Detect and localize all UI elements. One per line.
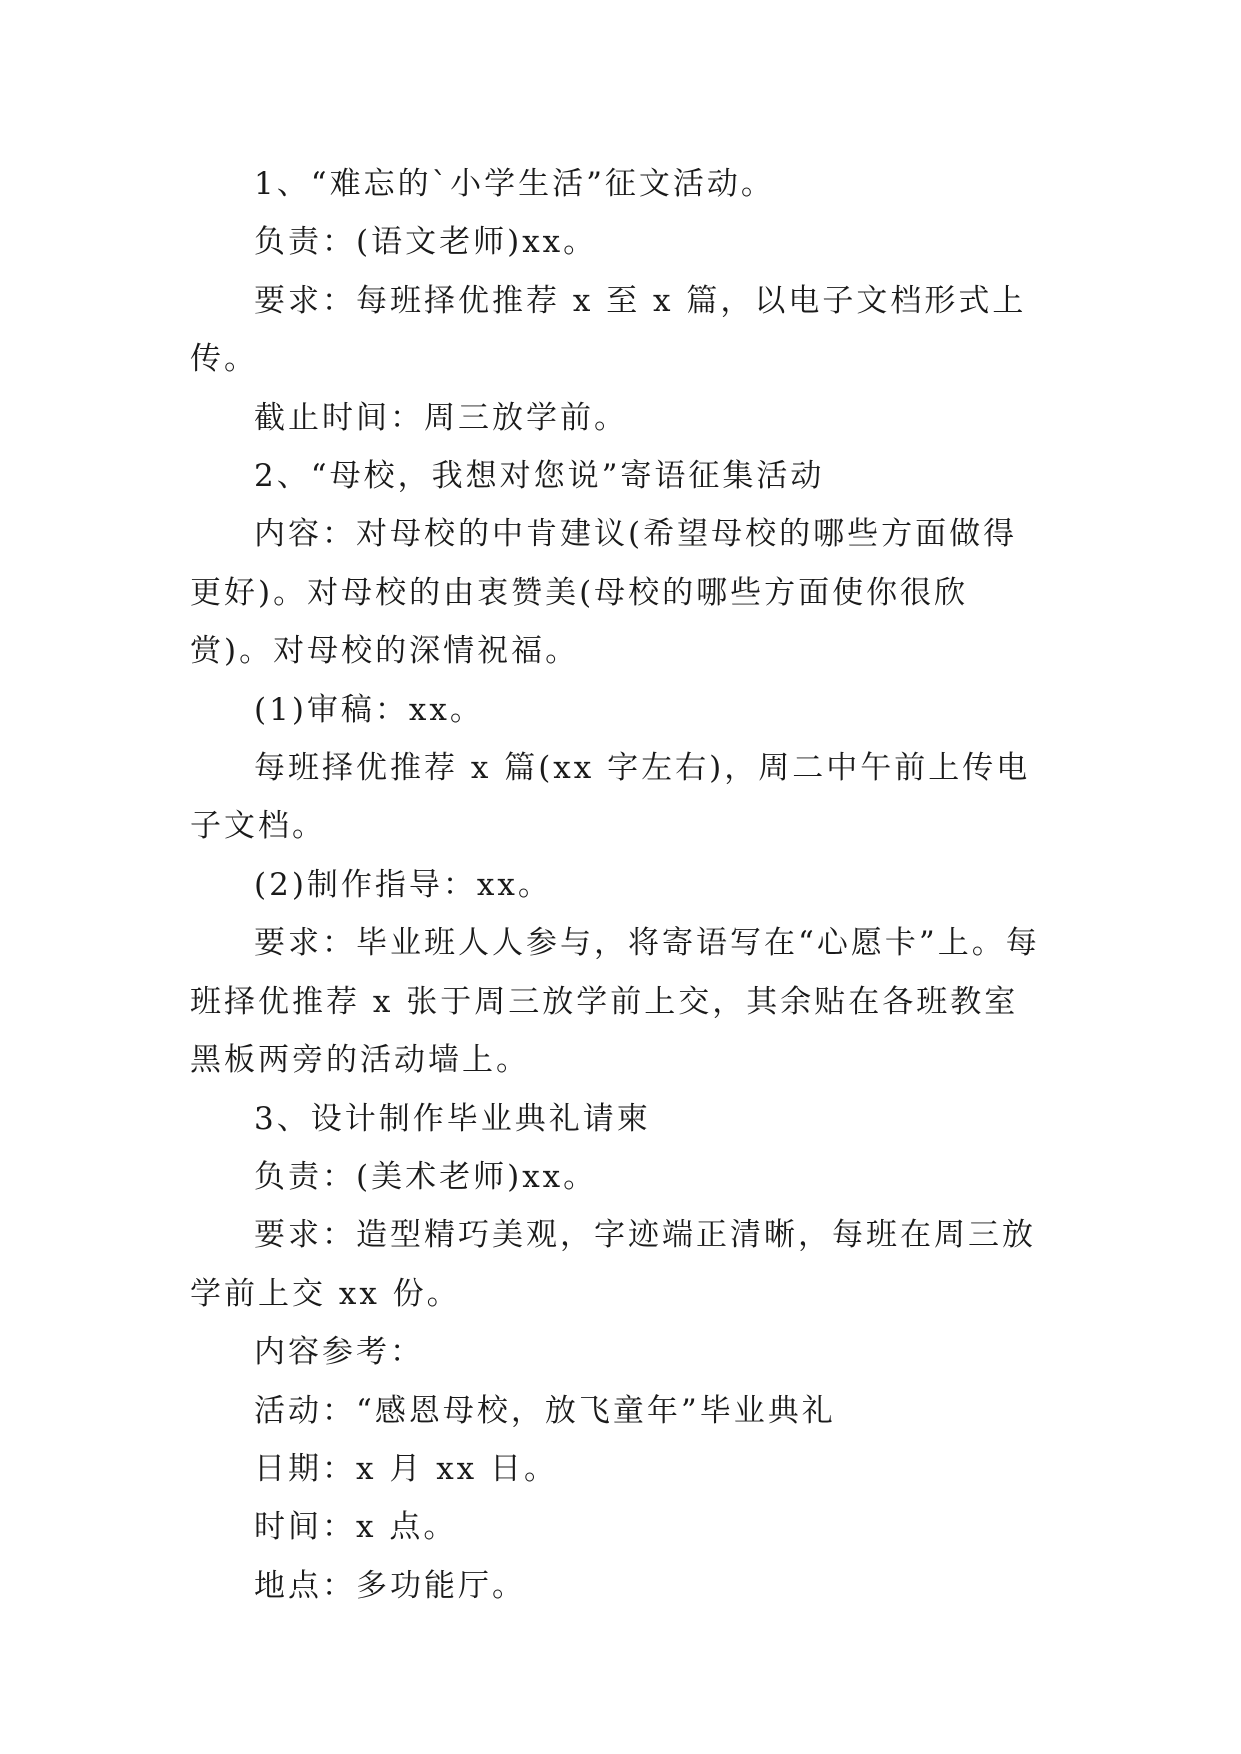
- paragraph-production-guidance: (2)制作指导：xx。: [254, 866, 552, 903]
- paragraph-invitation-responsible: 负责：(美术老师)xx。: [254, 1158, 598, 1195]
- paragraph-content-reference: 内容参考：: [254, 1334, 424, 1371]
- paragraph-ceremony-location: 地点：多功能厅。: [254, 1567, 526, 1604]
- paragraph-essay-requirement: 要求：每班择优推荐 x 至 x 篇，以电子文档形式上传。: [190, 282, 1027, 378]
- paragraph-review: (1)审稿：xx。: [254, 691, 484, 728]
- paragraph-review-detail: 每班择优推荐 x 篇(xx 字左右)，周二中午前上传电子文档。: [190, 750, 1031, 845]
- paragraph-message-content: 内容：对母校的中肯建议(希望母校的哪些方面做得更好)。对母校的由衷赞美(母校的哪些方面使你很欣赏)。对母校的深情祝福。: [190, 516, 1018, 670]
- paragraph-invitation-requirement: 要求：造型精巧美观，字迹端正清晰，每班在周三放学前上交 xx 份。: [190, 1217, 1036, 1312]
- paragraph-ceremony-name: 活动：“感恩母校，放飞童年”毕业典礼: [254, 1392, 836, 1429]
- paragraph-essay-deadline: 截止时间：周三放学前。: [254, 399, 628, 436]
- paragraph-card-requirement: 要求：毕业班人人参与，将寄语写在“心愿卡”上。每班择优推荐 x 张于周三放学前上交，其余贴在各班教室黑板两旁的活动墙上。: [190, 925, 1040, 1079]
- paragraph-invitation-heading: 3、设计制作毕业典礼请柬: [254, 1100, 651, 1137]
- paragraph-ceremony-date: 日期：x 月 xx 日。: [254, 1450, 559, 1487]
- paragraph-ceremony-time: 时间：x 点。: [254, 1509, 458, 1546]
- paragraph-essay-responsible: 负责：(语文老师)xx。: [254, 224, 598, 261]
- document-body: [190, 155, 1050, 1615]
- paragraph-message-activity-heading: 2、“母校，我想对您说”寄语征集活动: [254, 458, 825, 495]
- paragraph-essay-activity-heading: 1、“难忘的`小学生活”征文活动。: [254, 166, 775, 202]
